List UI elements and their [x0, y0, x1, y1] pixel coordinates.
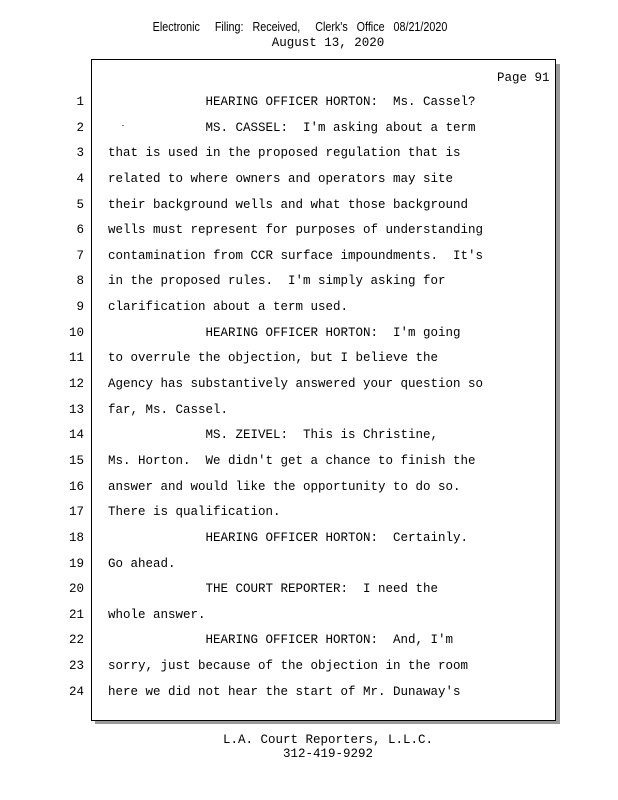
line-number: 13 — [68, 402, 84, 417]
line-text: whole answer. — [108, 607, 206, 622]
transcript-line — [0, 346, 618, 372]
line-text: sorry, just because of the objection in the room — [108, 659, 469, 674]
transcript-line — [0, 372, 618, 398]
line-text: that is used in the proposed regulation that is — [108, 146, 461, 161]
line-text: wells must represent for purposes of understanding — [108, 223, 484, 238]
line-text: related to where owners and operators may site — [108, 171, 454, 186]
hearing-date: August 13, 2020 — [271, 36, 385, 50]
line-text: HEARING OFFICER HORTON: Ms. Cassel? — [108, 95, 476, 109]
line-text: their background wells and what those background — [108, 197, 469, 212]
line-text: MS. CASSEL: I'm asking about a term — [108, 120, 476, 135]
transcript-line — [0, 141, 618, 167]
line-number: 17 — [68, 505, 84, 520]
line-number: 3 — [76, 146, 84, 161]
transcript-line — [0, 680, 618, 706]
transcript-line — [0, 423, 618, 449]
page-number: Page 91 — [497, 71, 550, 85]
line-text: THE COURT REPORTER: I need the — [108, 582, 439, 597]
line-text: here we did not hear the start of Mr. Dunaway's — [108, 684, 461, 699]
transcript-line — [0, 628, 618, 654]
reporter-footer — [0, 733, 618, 761]
line-text: MS. ZEIVEL: This is Christine, — [108, 428, 439, 443]
line-text: HEARING OFFICER HORTON: Certainly. — [108, 530, 469, 545]
line-text: to overrule the objection, but I believe the — [108, 351, 439, 366]
line-text: contamination from CCR surface impoundments. It's — [108, 248, 484, 263]
line-text: There is qualification. — [108, 505, 281, 520]
line-number: 2 — [76, 120, 84, 135]
reporter-phone: 312-419-9292 — [282, 747, 373, 761]
line-number: 1 — [76, 95, 84, 109]
line-number: 15 — [68, 453, 84, 468]
transcript-line — [0, 321, 618, 347]
line-number: 6 — [76, 223, 84, 238]
transcript-line — [0, 500, 618, 526]
line-text: answer and would like the opportunity to do so. — [108, 479, 461, 494]
transcript-line — [0, 218, 618, 244]
line-number: 10 — [68, 325, 84, 340]
line-number: 23 — [68, 659, 84, 674]
transcript-line — [0, 475, 618, 501]
transcript-line — [0, 398, 618, 424]
line-number: 21 — [68, 607, 84, 622]
transcript-line — [0, 295, 618, 321]
transcript-line — [0, 193, 618, 219]
transcript-line — [0, 526, 618, 552]
line-text: Agency has substantively answered your question so — [108, 377, 484, 392]
transcript-line — [0, 90, 618, 116]
line-number: 7 — [76, 248, 84, 263]
transcript-line — [0, 269, 618, 295]
line-number: 19 — [68, 556, 84, 571]
reporter-company: L.A. Court Reporters, L.L.C. — [222, 733, 434, 747]
line-number: 5 — [76, 197, 84, 212]
transcript-line — [0, 654, 618, 680]
line-number: 24 — [68, 684, 84, 699]
line-number: 12 — [68, 377, 84, 392]
line-text: in the proposed rules. I'm simply asking for — [108, 274, 446, 289]
line-number: 14 — [68, 428, 84, 443]
line-text: far, Ms. Cassel. — [108, 402, 229, 417]
line-number: 4 — [76, 171, 84, 186]
transcript-line — [0, 244, 618, 270]
line-number: 8 — [76, 274, 84, 289]
line-number: 9 — [76, 300, 84, 315]
transcript-line — [0, 603, 618, 629]
line-number: 18 — [68, 530, 84, 545]
line-text: Ms. Horton. We didn't get a chance to finish the — [108, 453, 476, 468]
line-text: HEARING OFFICER HORTON: And, I'm — [108, 633, 454, 648]
line-text: HEARING OFFICER HORTON: I'm going — [108, 325, 461, 340]
line-text: Go ahead. — [108, 556, 176, 571]
transcript-line — [0, 552, 618, 578]
line-number: 16 — [68, 479, 84, 494]
filing-stamp: Electronic Filing: Received, Clerk's Office 08/21/2020 — [152, 20, 448, 34]
line-number: 11 — [68, 351, 84, 366]
transcript-line — [0, 577, 618, 603]
transcript-line — [0, 167, 618, 193]
line-text: clarification about a term used. — [108, 300, 349, 315]
transcript-line — [0, 449, 618, 475]
line-number: 22 — [68, 633, 84, 648]
line-number: 20 — [68, 582, 84, 597]
transcript-lines — [0, 90, 618, 705]
transcript-line — [0, 116, 618, 142]
